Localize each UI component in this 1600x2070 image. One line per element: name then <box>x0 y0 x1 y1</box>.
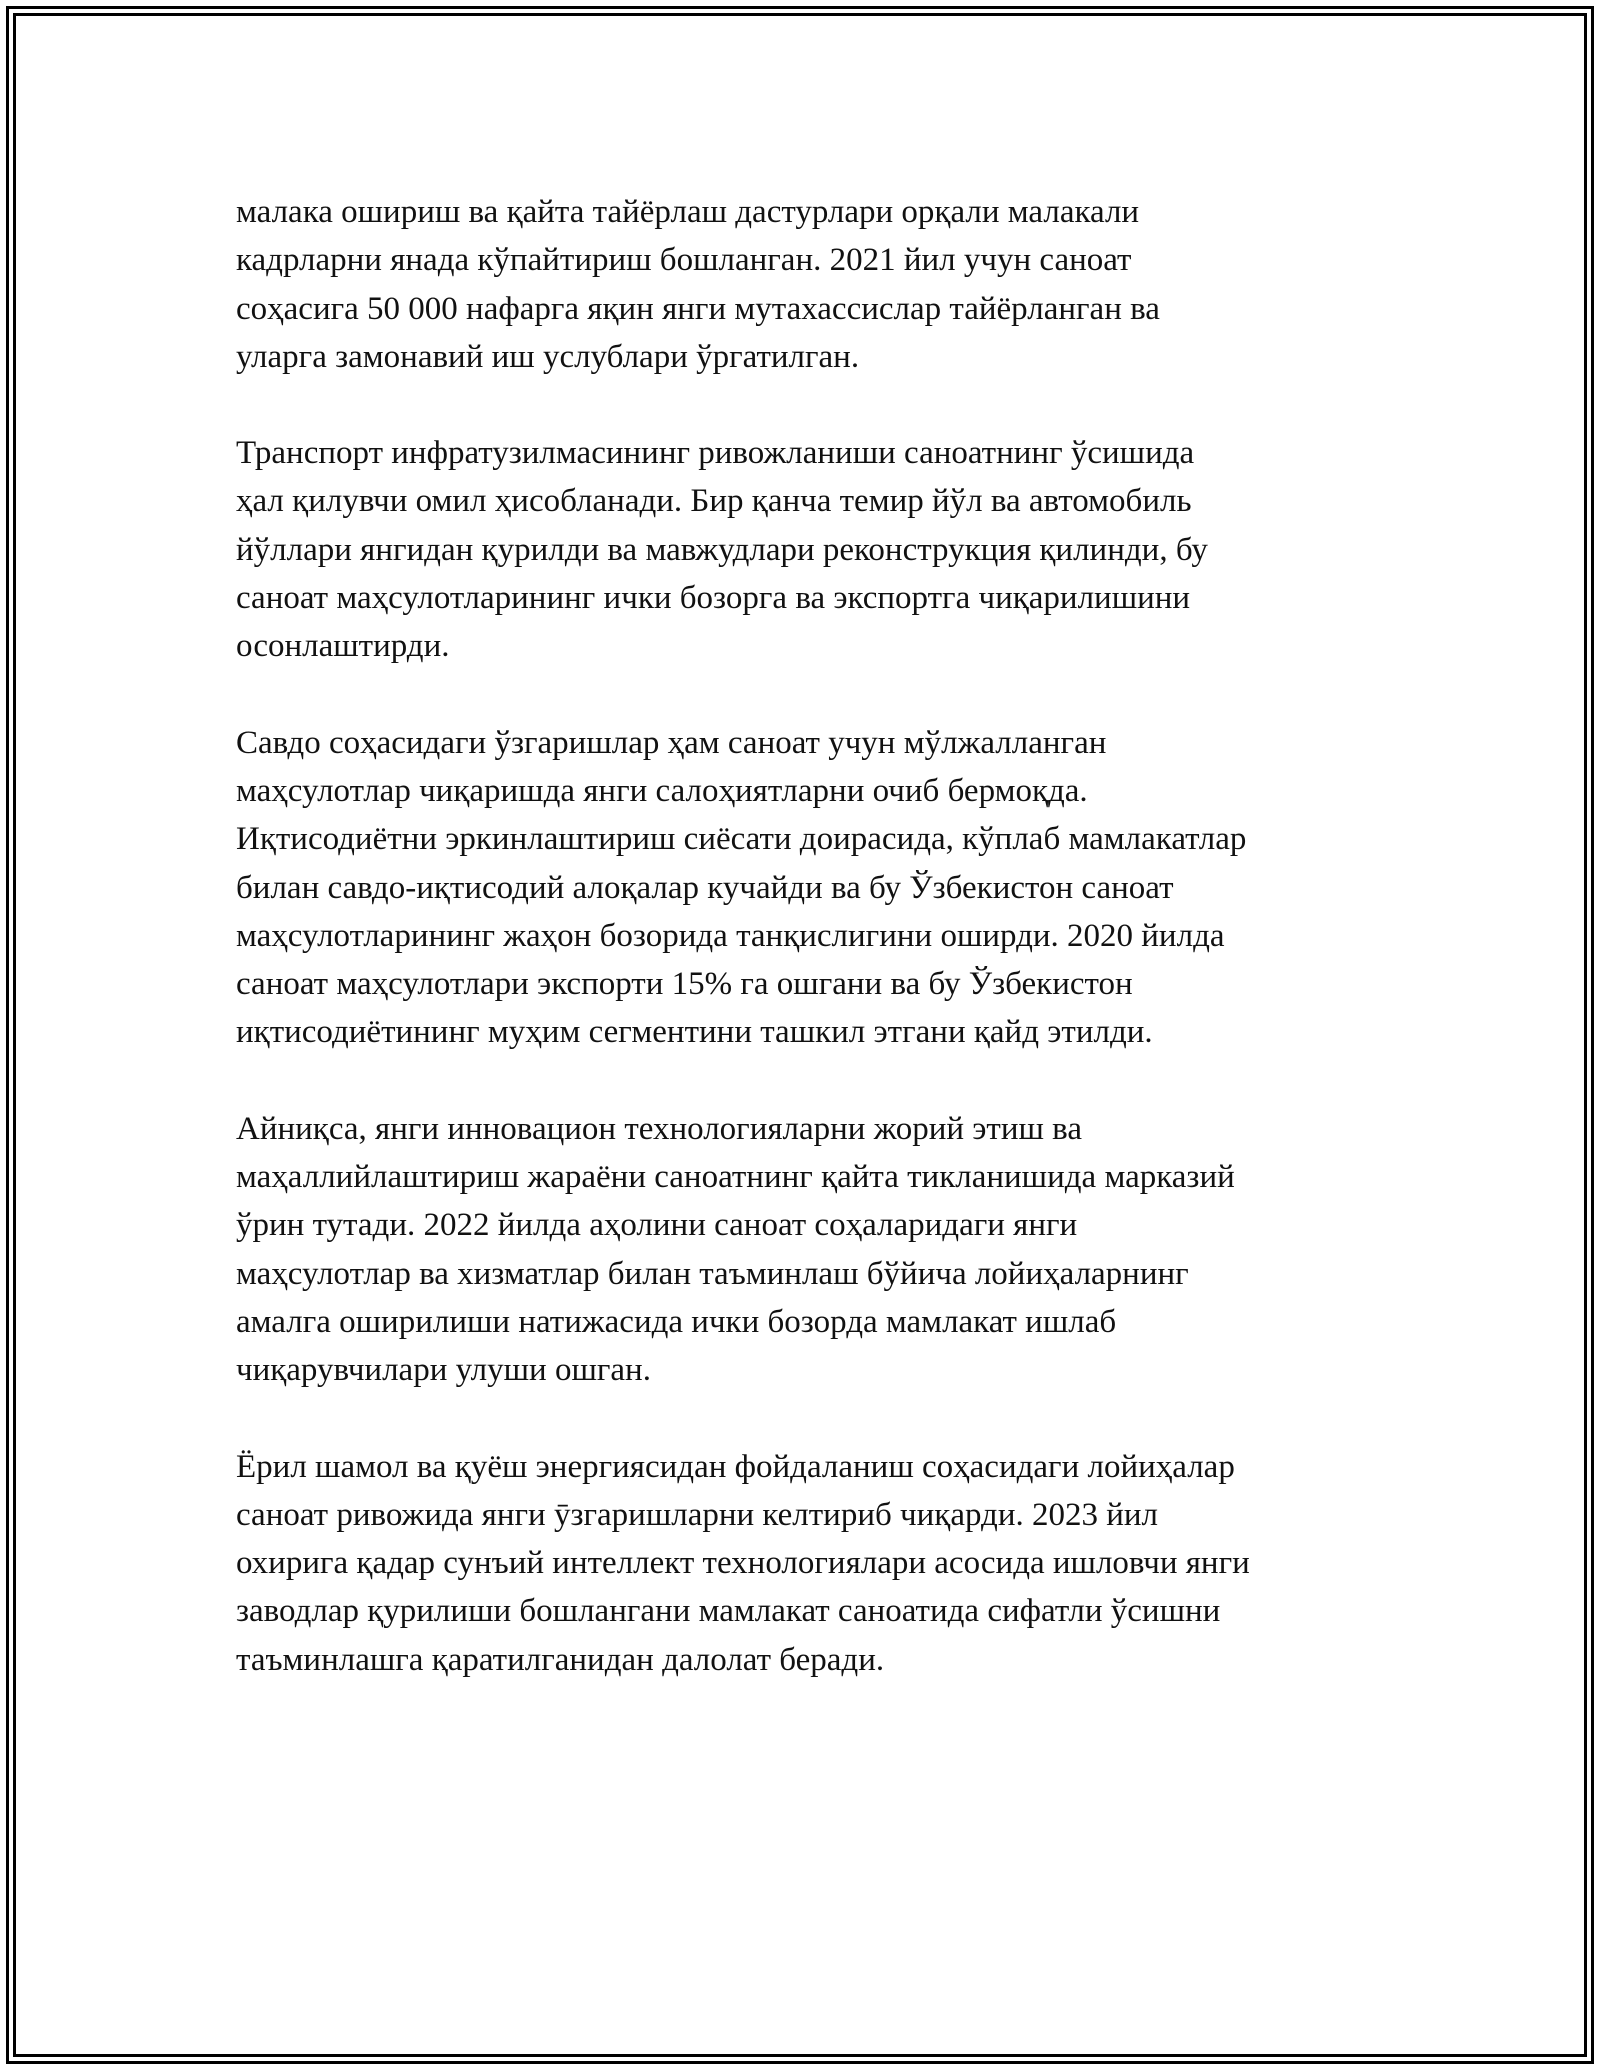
paragraph-trade <box>236 719 1386 1057</box>
text-line: маҳсулотлар чиқаришда янги салоҳиятларни очиб бермоқда. <box>236 772 1088 809</box>
text-line: ўрин тутади. 2022 йилда аҳолини саноат соҳаларидаги янги <box>236 1207 1078 1244</box>
text-line: амалга оширилиши натижасида ички бозорда мамлакат ишлаб <box>236 1303 1117 1340</box>
text-line: заводлар қурилиши бошлангани мамлакат саноатида сифатли ўсишни <box>236 1593 1221 1630</box>
text-line: иқтисодиётининг муҳим сегментини ташкил этгани қайд этилди. <box>236 1014 1153 1051</box>
text-line: Иқтисодиётни эркинлаштириш сиёсати доирасида, кўплаб мамлакатлар <box>236 821 1247 858</box>
text-line: осонлаштирди. <box>236 628 450 665</box>
text-line: йўллари янгидан қурилди ва мавжудлари реконструкция қилинди, бу <box>236 531 1208 568</box>
text-line: саноат ривожида янги ӯзгаришларни келтириб чиқарди. 2023 йил <box>236 1496 1159 1533</box>
text-line: кадрларни янада кўпайтириш бошланган. 2021 йил учун саноат <box>236 242 1132 279</box>
text-line: Транспорт инфратузилмасининг ривожланиши саноатнинг ўсишида <box>236 435 1195 472</box>
text-line: билан савдо-иқтисодий алоқалар кучайди ва бу Ўзбекистон саноат <box>236 869 1174 906</box>
text-line: таъминлашга қаратилганидан далолат беради. <box>236 1641 885 1678</box>
paragraph-energy <box>236 1443 1386 1684</box>
text-line: чиқарувчилари улуши ошган. <box>236 1352 651 1389</box>
paragraph-training <box>236 188 1386 381</box>
text-line: саноат маҳсулотларининг ички бозорга ва экспортга чиқарилишини <box>236 580 1191 617</box>
text-line: соҳасига 50 000 нафарга яқин янги мутахассислар тайёрланган ва <box>236 290 1160 327</box>
text-line: маҳсулотлар ва хизматлар билан таъминлаш бўйича лойиҳаларнинг <box>236 1255 1189 1292</box>
paragraph-transport <box>236 429 1386 670</box>
text-line: Ёрил шамол ва қуёш энергиясидан фойдаланиш соҳасидаги лойиҳалар <box>236 1448 1235 1485</box>
paragraph-innovation <box>236 1105 1386 1395</box>
text-line: малака ошириш ва қайта тайёрлаш дастурлари орқали малакали <box>236 194 1140 230</box>
text-line: Айниқса, янги инновацион технологияларни жорий этиш ва <box>236 1110 1082 1147</box>
text-line: саноат маҳсулотлари экспорти 15% га ошгани ва бу Ўзбекистон <box>236 966 1133 1003</box>
text-line: маҳаллийлаштириш жараёни саноатнинг қайта тикланишида марказий <box>236 1159 1235 1196</box>
text-line: маҳсулотларининг жаҳон бозорида танқислигини оширди. 2020 йилда <box>236 917 1225 954</box>
text-line: Савдо соҳасидаги ўзгаришлар ҳам саноат учун мўлжалланган <box>236 724 1107 761</box>
document-body <box>236 188 1386 1732</box>
text-line: охирига қадар сунъий интеллект технологиялари асосида ишловчи янги <box>236 1545 1250 1582</box>
text-line: уларга замонавий иш услублари ўргатилган. <box>236 338 860 375</box>
text-line: ҳал қилувчи омил ҳисобланади. Бир қанча темир йўл ва автомобиль <box>236 483 1192 520</box>
